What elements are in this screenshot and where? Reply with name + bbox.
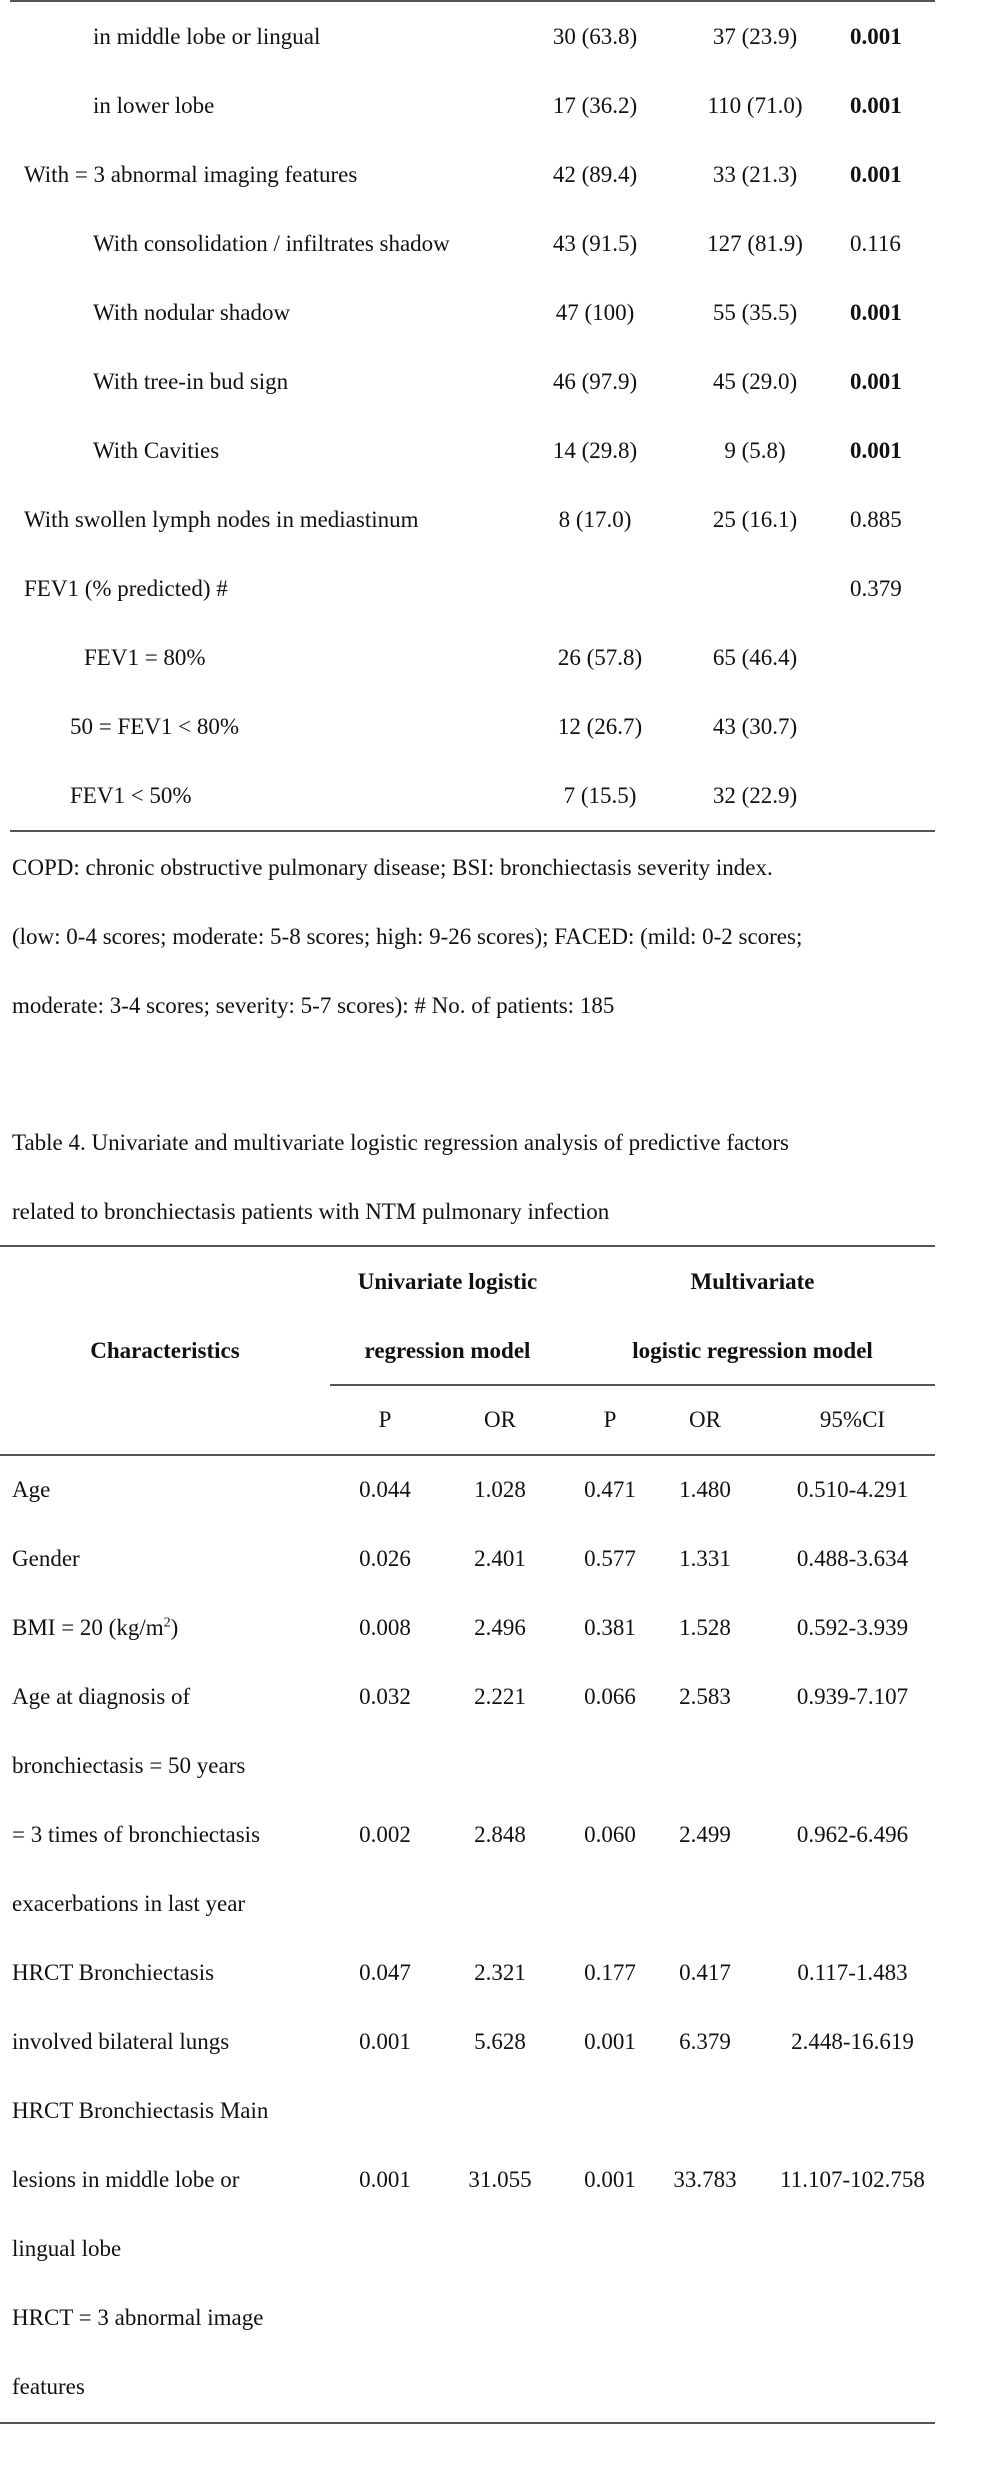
header-col-p: P xyxy=(603,1407,617,1432)
t3-row-label: in middle lobe or lingual xyxy=(93,24,321,49)
t3-ntm-value: 47 (100) xyxy=(555,300,635,325)
t3-non-ntm-value: 25 (16.1) xyxy=(712,507,798,532)
t4-p-uni: 0.001 xyxy=(359,2167,411,2192)
t3-ntm-value: 43 (91.5) xyxy=(552,231,638,256)
footnote-line: moderate: 3-4 scores; severity: 5-7 scores): # No. of patients: 185 xyxy=(12,993,615,1018)
header-col-p: P xyxy=(378,1407,392,1432)
t3-row-label: With swollen lymph nodes in mediastinum xyxy=(24,507,419,532)
t4-or-uni: 2.221 xyxy=(474,1684,526,1709)
caption-line: Table 4. Univariate and multivariate logistic regression analysis of predictive factors xyxy=(12,1130,789,1155)
t4-row-label: = 3 times of bronchiectasis xyxy=(12,1822,261,1847)
t3-p-value: 0.001 xyxy=(850,438,902,463)
t4-p-multi: 0.060 xyxy=(584,1822,636,1847)
t4-or-multi: 0.417 xyxy=(679,1960,731,1985)
t4-or-multi: 33.783 xyxy=(673,2167,737,2192)
header-univariate: Univariate logistic xyxy=(357,1269,538,1294)
t4-row-label xyxy=(12,1616,178,1639)
t4-p-multi: 0.066 xyxy=(584,1684,636,1709)
t3-p-value: 0.001 xyxy=(850,24,902,49)
footnote-line: COPD: chronic obstructive pulmonary disease; BSI: bronchiectasis severity index. xyxy=(12,855,773,880)
t3-p-value: 0.001 xyxy=(850,300,902,325)
t4-or-multi: 1.480 xyxy=(679,1477,731,1502)
t4-or-uni: 31.055 xyxy=(468,2167,532,2192)
table4-top-rule xyxy=(0,1245,935,1247)
header-univariate: regression model xyxy=(364,1338,531,1363)
t3-row-label: With = 3 abnormal imaging features xyxy=(24,162,358,187)
t3-ntm-value: 8 (17.0) xyxy=(558,507,632,532)
t4-or-multi: 2.583 xyxy=(679,1684,731,1709)
t4-p-uni: 0.002 xyxy=(359,1822,411,1847)
t4-or-uni: 2.848 xyxy=(474,1822,526,1847)
t3-non-ntm-value: 32 (22.9) xyxy=(712,783,798,808)
t4-p-uni: 0.047 xyxy=(359,1960,411,1985)
t4-p-uni: 0.026 xyxy=(359,1546,411,1571)
t3-ntm-value: 7 (15.5) xyxy=(563,783,637,808)
t3-non-ntm-value: 9 (5.8) xyxy=(724,438,786,463)
t4-p-multi: 0.001 xyxy=(584,2029,636,2054)
t3-p-value: 0.001 xyxy=(850,162,902,187)
t3-non-ntm-value: 110 (71.0) xyxy=(707,93,803,118)
t4-p-uni: 0.044 xyxy=(359,1477,411,1502)
t4-or-multi: 6.379 xyxy=(679,2029,731,2054)
table3-top-rule xyxy=(10,0,935,2)
table3-bottom-rule xyxy=(10,830,935,832)
t3-ntm-value: 12 (26.7) xyxy=(557,714,643,739)
header-characteristics: Characteristics xyxy=(90,1338,240,1363)
header-col-or: OR xyxy=(484,1407,516,1432)
t4-ci: 2.448-16.619 xyxy=(791,2029,914,2054)
t4-p-multi: 0.471 xyxy=(584,1477,636,1502)
header-multivariate: Multivariate xyxy=(690,1269,815,1294)
t4-ci: 0.510-4.291 xyxy=(796,1477,909,1502)
t4-row-label: bronchiectasis = 50 years xyxy=(12,1753,246,1778)
t4-ci: 0.592-3.939 xyxy=(796,1615,909,1640)
t4-p-multi: 0.577 xyxy=(584,1546,636,1571)
t4-ci: 11.107-102.758 xyxy=(780,2167,925,2192)
t4-p-uni: 0.008 xyxy=(359,1615,411,1640)
t3-non-ntm-value: 55 (35.5) xyxy=(712,300,798,325)
t3-ntm-value: 42 (89.4) xyxy=(552,162,638,187)
t4-or-uni: 2.321 xyxy=(474,1960,526,1985)
t4-or-multi: 1.331 xyxy=(679,1546,731,1571)
t4-ci: 0.117-1.483 xyxy=(797,1960,908,1985)
t4-row-label-sup: 2 xyxy=(163,1615,171,1631)
t4-row-label: HRCT = 3 abnormal image xyxy=(12,2305,264,2330)
t3-ntm-value: 30 (63.8) xyxy=(552,24,638,49)
t4-or-uni: 2.496 xyxy=(474,1615,526,1640)
t4-row-label-tail: ) xyxy=(170,1615,179,1640)
t3-p-value: 0.379 xyxy=(850,576,902,601)
t3-p-value: 0.116 xyxy=(850,231,901,256)
t3-non-ntm-value: 127 (81.9) xyxy=(707,231,803,256)
t3-ntm-value: 26 (57.8) xyxy=(557,645,643,670)
t3-non-ntm-value: 37 (23.9) xyxy=(712,24,798,49)
header-multivariate: logistic regression model xyxy=(632,1338,873,1363)
t3-row-label: With Cavities xyxy=(93,438,220,463)
t4-p-uni: 0.032 xyxy=(359,1684,411,1709)
t4-row-label: Age xyxy=(12,1477,51,1502)
t4-p-multi: 0.381 xyxy=(584,1615,636,1640)
t3-row-label: With tree-in bud sign xyxy=(93,369,289,394)
t3-non-ntm-value: 65 (46.4) xyxy=(712,645,798,670)
t4-or-multi: 2.499 xyxy=(679,1822,731,1847)
t3-non-ntm-value: 43 (30.7) xyxy=(712,714,798,739)
caption-line: related to bronchiectasis patients with NTM pulmonary infection xyxy=(12,1199,610,1224)
header-col-or: OR xyxy=(689,1407,721,1432)
t3-non-ntm-value: 45 (29.0) xyxy=(712,369,798,394)
t4-row-label: involved bilateral lungs xyxy=(12,2029,230,2054)
t4-row-label: Age at diagnosis of xyxy=(12,1684,191,1709)
table4-bottom-rule xyxy=(0,2422,935,2424)
t3-row-label: With consolidation / infiltrates shadow xyxy=(93,231,450,256)
header-col-ci: 95%CI xyxy=(819,1407,886,1432)
t4-row-label: Gender xyxy=(12,1546,80,1571)
t3-p-value: 0.001 xyxy=(850,369,902,394)
t4-row-label-text: BMI = 20 (kg/m xyxy=(12,1615,164,1640)
t4-or-uni: 5.628 xyxy=(474,2029,526,2054)
t3-ntm-value: 46 (97.9) xyxy=(552,369,638,394)
t3-row-label: in lower lobe xyxy=(93,93,215,118)
t4-row-label: features xyxy=(12,2374,85,2399)
t4-ci: 0.488-3.634 xyxy=(796,1546,909,1571)
t3-row-label: 50 = FEV1 < 80% xyxy=(70,714,240,739)
t4-ci: 0.939-7.107 xyxy=(796,1684,909,1709)
t4-p-uni: 0.001 xyxy=(359,2029,411,2054)
t3-row-label: FEV1 = 80% xyxy=(84,645,206,670)
t4-row-label: lesions in middle lobe or xyxy=(12,2167,240,2192)
table4-header-subrule xyxy=(330,1384,935,1386)
t3-ntm-value: 17 (36.2) xyxy=(552,93,638,118)
t4-row-label: exacerbations in last year xyxy=(12,1891,246,1916)
t3-row-label: FEV1 < 50% xyxy=(70,783,192,808)
t4-or-uni: 2.401 xyxy=(474,1546,526,1571)
t4-or-multi: 1.528 xyxy=(679,1615,731,1640)
t3-non-ntm-value: 33 (21.3) xyxy=(712,162,798,187)
t4-ci: 0.962-6.496 xyxy=(796,1822,909,1847)
t3-row-label: FEV1 (% predicted) # xyxy=(24,576,228,601)
t4-p-multi: 0.177 xyxy=(584,1960,636,1985)
t4-or-uni: 1.028 xyxy=(474,1477,526,1502)
table4-header-bottom-rule xyxy=(0,1454,935,1456)
t3-row-label: With nodular shadow xyxy=(93,300,291,325)
footnote-line: (low: 0-4 scores; moderate: 5-8 scores; high: 9-26 scores); FACED: (mild: 0-2 scores; xyxy=(12,924,803,949)
t4-row-label: HRCT Bronchiectasis Main xyxy=(12,2098,269,2123)
t3-p-value: 0.885 xyxy=(850,507,902,532)
t3-p-value: 0.001 xyxy=(850,93,902,118)
t3-ntm-value: 14 (29.8) xyxy=(552,438,638,463)
t4-row-label: HRCT Bronchiectasis xyxy=(12,1960,215,1985)
t4-row-label: lingual lobe xyxy=(12,2236,122,2261)
t4-p-multi: 0.001 xyxy=(584,2167,636,2192)
